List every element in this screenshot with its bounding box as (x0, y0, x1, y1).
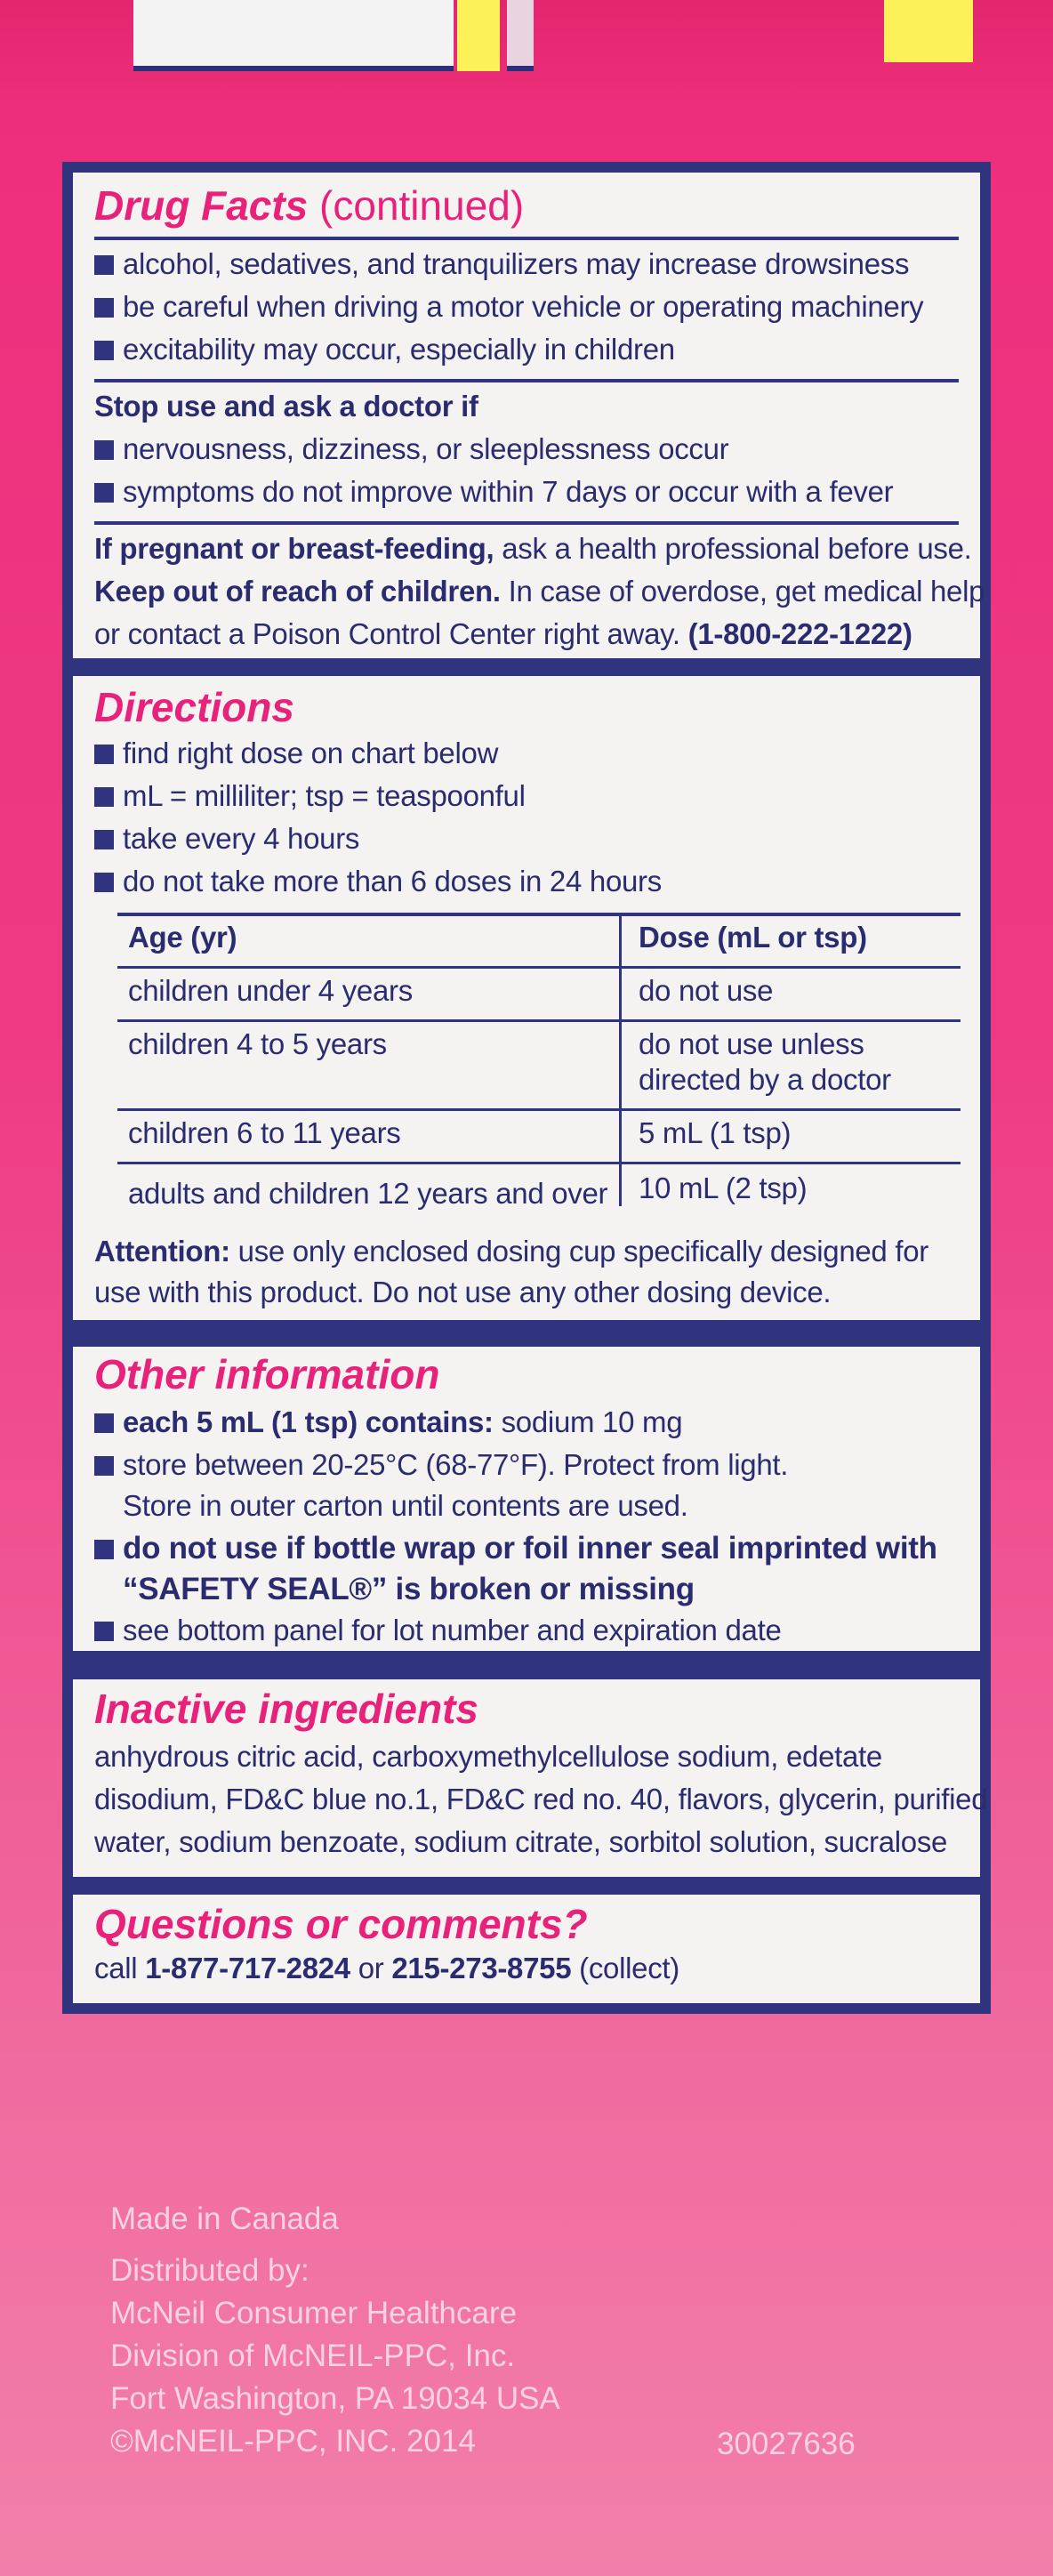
list-item (94, 246, 909, 283)
other-information-title: Other information (94, 1351, 440, 1397)
table-cell-dose: 10 mL (2 tsp) (639, 1171, 808, 1204)
list-item (94, 735, 498, 772)
table-cell-dose: 5 mL (1 tsp) (639, 1116, 792, 1149)
bullet-icon (94, 1456, 114, 1476)
list-item-text: symptoms do not improve within 7 days or occur with a fever (123, 475, 894, 508)
table-cell-dose: directed by a doctor (639, 1063, 891, 1096)
pregnant-warning (94, 530, 972, 568)
inactive-ingredients-section (73, 1679, 988, 1877)
list-item-text: see bottom panel for lot number and expiration date (123, 1614, 782, 1646)
company-address: Fort Washington, PA 19034 USA (110, 2381, 560, 2416)
list-item (94, 1612, 782, 1649)
table-rule (117, 966, 961, 969)
list-item-text: be careful when driving a motor vehicle or operating machinery (123, 290, 924, 323)
top-flap-yellow-tab-right (884, 0, 973, 62)
lot-code: 30027636 (717, 2427, 856, 2461)
drug-facts-section (73, 173, 985, 658)
table-rule (117, 1108, 961, 1111)
list-item-text: sodium 10 mg (501, 1405, 683, 1438)
call-text: call (94, 1952, 138, 1984)
poison-control-text: or contact a Poison Control Center right away. (94, 617, 680, 650)
list-item (94, 863, 662, 900)
bullet-icon (94, 341, 114, 360)
table-header-age: Age (yr) (128, 921, 237, 954)
phone-number-tollfree: 1-877-717-2824 (145, 1952, 350, 1984)
keep-out-text: In case of overdose, get medical help (508, 575, 985, 608)
list-item-bold: each 5 mL (1 tsp) contains: (123, 1405, 494, 1438)
list-item-text: do not take more than 6 doses in 24 hours (123, 865, 662, 898)
questions-contact-line (94, 1950, 679, 1987)
distributed-by-text: Distributed by: (110, 2253, 309, 2288)
keep-out-bold: Keep out of reach of children. (94, 575, 501, 608)
list-item (94, 331, 675, 368)
list-item (94, 288, 923, 326)
table-cell-age: children under 4 years (128, 974, 413, 1007)
attention-text: use only enclosed dosing cup specifically designed for (237, 1235, 928, 1268)
bullet-icon (94, 255, 114, 275)
divider (94, 521, 959, 525)
drug-facts-title-text: Drug Facts (94, 182, 309, 229)
list-item (94, 777, 526, 815)
table-cell-age: children 6 to 11 years (128, 1116, 401, 1149)
phone-number-collect: 215-273-8755 (391, 1952, 572, 1984)
bullet-icon (94, 1540, 114, 1559)
top-flap-yellow-tab (457, 0, 500, 71)
list-item-text: take every 4 hours (123, 822, 360, 855)
bullet-icon (94, 787, 114, 807)
drug-facts-title-suffix: (continued) (319, 182, 525, 229)
copyright-text: ©McNEIL-PPC, INC. 2014 (110, 2424, 476, 2459)
poison-control-phone: (1-800-222-1222) (687, 617, 912, 650)
table-cell-age: children 4 to 5 years (128, 1027, 387, 1060)
table-rule (117, 1019, 961, 1022)
divider (94, 237, 959, 240)
bullet-icon (94, 1413, 114, 1433)
attention-bold: Attention: (94, 1235, 230, 1268)
list-item (94, 820, 359, 857)
bullet-icon (94, 873, 114, 892)
list-item-text: mL = milliliter; tsp = teaspoonful (123, 779, 526, 812)
list-item-text: alcohol, sedatives, and tranquilizers may increase drowsiness (123, 247, 910, 280)
table-rule (117, 1162, 961, 1164)
pregnant-warning-text: ask a health professional before use. (502, 532, 972, 565)
table-cell-dose: do not use unless (639, 1027, 864, 1060)
list-item-text: nervousness, dizziness, or sleeplessness occur (123, 432, 729, 465)
list-item (94, 431, 728, 468)
table-cell-age: adults and children 12 years and over (128, 1177, 608, 1210)
divider (94, 379, 959, 382)
table-cell-dose: do not use (639, 974, 774, 1007)
pregnant-warning-bold: If pregnant or breast-feeding, (94, 532, 494, 565)
list-item (94, 1446, 788, 1484)
other-information-section (73, 1347, 980, 1651)
list-item (94, 473, 893, 511)
bullet-icon (94, 440, 114, 460)
list-item-text: do not use if bottle wrap or foil inner seal imprinted with (123, 1531, 937, 1566)
drug-facts-title (94, 181, 524, 229)
directions-section (73, 676, 980, 1320)
collect-text: (collect) (579, 1952, 679, 1984)
bullet-icon (94, 298, 114, 318)
inactive-ingredients-title: Inactive ingredients (94, 1686, 479, 1732)
questions-section (73, 1895, 980, 2003)
top-flap-label (133, 0, 454, 71)
poison-control-line (94, 616, 912, 653)
list-item-text-continued: “SAFETY SEAL®” is broken or missing (123, 1572, 695, 1606)
stop-use-heading: Stop use and ask a doctor if (94, 390, 478, 423)
keep-out-warning (94, 573, 985, 610)
attention-note (94, 1233, 928, 1270)
list-item-text: excitability may occur, especially in children (123, 333, 675, 366)
list-item (94, 1530, 937, 1567)
top-flap-label-edge (507, 0, 534, 71)
ingredients-text: water, sodium benzoate, sodium citrate, sorbitol solution, sucralose (94, 1825, 948, 1858)
table-header-dose: Dose (mL or tsp) (639, 921, 867, 954)
attention-text-line2: use with this product. Do not use any other dosing device. (94, 1276, 832, 1308)
list-item-text-continued: Store in outer carton until contents are used. (123, 1489, 688, 1522)
ingredients-text: disodium, FD&C blue no.1, FD&C red no. 40, flavors, glycerin, purified (94, 1783, 988, 1815)
made-in-text: Made in Canada (110, 2202, 339, 2236)
company-name: McNeil Consumer Healthcare (110, 2296, 518, 2330)
bullet-icon (94, 830, 114, 849)
list-item-text: store between 20-25°C (68-77°F). Protect from light. (123, 1448, 789, 1481)
questions-title: Questions or comments? (94, 1901, 588, 1947)
bullet-icon (94, 483, 114, 503)
directions-title: Directions (94, 684, 294, 730)
division-name: Division of McNEIL-PPC, Inc. (110, 2339, 516, 2373)
bullet-icon (94, 1622, 114, 1641)
list-item-text: find right dose on chart below (123, 737, 499, 769)
or-text: or (358, 1952, 384, 1984)
list-item (94, 1404, 682, 1441)
table-rule (117, 913, 961, 916)
ingredients-text: anhydrous citric acid, carboxymethylcellulose sodium, edetate (94, 1740, 882, 1773)
bullet-icon (94, 745, 114, 764)
